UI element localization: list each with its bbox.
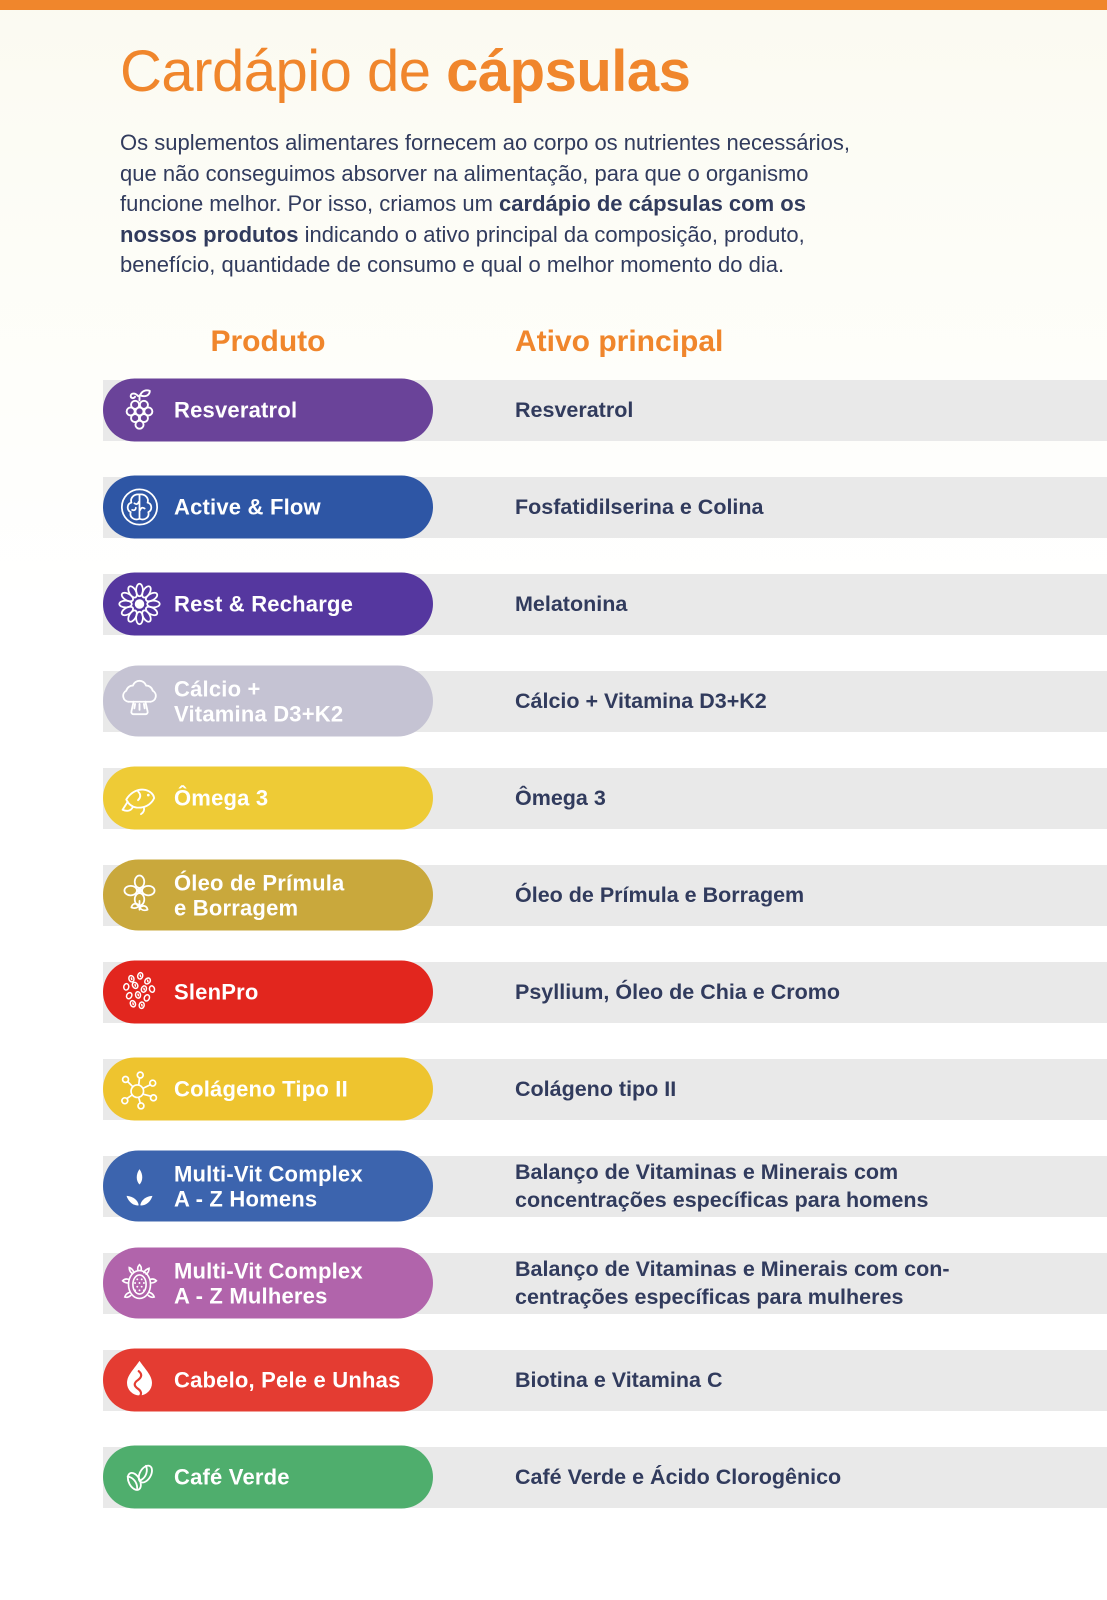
- active-ingredient: Fosfatidilserina e Colina: [515, 495, 764, 519]
- table-header: [103, 325, 1107, 359]
- product-pill: [103, 573, 433, 636]
- product-name: Rest & Recharge: [174, 591, 354, 617]
- product-name: Colágeno Tipo II: [174, 1076, 348, 1102]
- table-row: [0, 362, 1107, 459]
- dragon-fruit-icon: [116, 1260, 163, 1307]
- table-row: [0, 1429, 1107, 1526]
- active-ingredient: Resveratrol: [515, 398, 634, 422]
- daisy-flower-icon: [116, 581, 163, 628]
- table-row: [0, 847, 1107, 944]
- active-ingredient: Psyllium, Óleo de Chia e Cromo: [515, 980, 840, 1004]
- product-name: Active & Flow: [174, 494, 321, 520]
- product-name: Café Verde: [174, 1464, 290, 1490]
- table-row: [0, 1332, 1107, 1429]
- hair-drop-icon: [116, 1357, 163, 1404]
- brain-icon: [116, 484, 163, 531]
- product-name: Cabelo, Pele e Unhas: [174, 1367, 401, 1393]
- product-pill: [103, 767, 433, 830]
- active-ingredient: Óleo de Prímula e Borragem: [515, 883, 805, 907]
- product-pill: [103, 1058, 433, 1121]
- column-header-produto: Produto: [210, 324, 326, 358]
- product-name: Multi-Vit Complex A - Z Mulheres: [174, 1258, 363, 1308]
- page-title: Cardápio de cápsulas: [120, 39, 691, 104]
- table-row: [0, 459, 1107, 556]
- product-pill: [103, 860, 433, 931]
- product-name: Ômega 3: [174, 785, 269, 811]
- product-pill: [103, 1446, 433, 1509]
- top-accent-bar: [0, 0, 1107, 10]
- active-ingredient: Ômega 3: [515, 786, 606, 810]
- table-row: [0, 1041, 1107, 1138]
- broccoli-icon: [116, 678, 163, 725]
- coffee-beans-icon: [116, 1454, 163, 1501]
- product-pill: [103, 1151, 433, 1222]
- primrose-flower-icon: [116, 872, 163, 919]
- grapes-icon: [116, 387, 163, 434]
- three-seeds-icon: [116, 1163, 163, 1210]
- table-row: [0, 1235, 1107, 1332]
- active-ingredient: Cálcio + Vitamina D3+K2: [515, 689, 767, 713]
- intro-paragraph: Os suplementos alimentares fornecem ao corpo os nutrientes necessários, que não conseguimos absorver na alimentação, para que o organismo funcione melhor. Por isso, criamos um cardápio de cápsulas com os nossos produtos indicando o ativo principal da composição, produto, benefício, quantidade de consumo e qual o melhor momento do dia.: [120, 130, 851, 277]
- product-name: SlenPro: [174, 979, 259, 1005]
- table-row: [0, 944, 1107, 1041]
- fish-icon: [116, 775, 163, 822]
- product-pill: [103, 476, 433, 539]
- active-ingredient: Café Verde e Ácido Clorogênico: [515, 1465, 842, 1489]
- product-table: [0, 362, 1107, 1526]
- table-row: [0, 1138, 1107, 1235]
- active-ingredient: Melatonina: [515, 592, 628, 616]
- active-ingredient: Biotina e Vitamina C: [515, 1368, 723, 1392]
- product-pill: [103, 379, 433, 442]
- product-pill: [103, 666, 433, 737]
- product-name: Cálcio + Vitamina D3+K2: [174, 676, 344, 726]
- product-name: Óleo de Prímula e Borragem: [174, 870, 345, 920]
- product-name: Multi-Vit Complex A - Z Homens: [174, 1161, 363, 1211]
- column-header-ativo-principal: Ativo principal: [515, 324, 724, 358]
- seeds-icon: [116, 969, 163, 1016]
- active-ingredient: Balanço de Vitaminas e Minerais com concentrações específicas para homens: [515, 1160, 929, 1212]
- table-row: [0, 556, 1107, 653]
- molecule-icon: [116, 1066, 163, 1113]
- table-row: [0, 653, 1107, 750]
- product-pill: [103, 1349, 433, 1412]
- active-ingredient: Balanço de Vitaminas e Minerais com con- centrações específicas para mulheres: [515, 1257, 950, 1309]
- product-pill: [103, 961, 433, 1024]
- table-row: [0, 750, 1107, 847]
- product-pill: [103, 1248, 433, 1319]
- product-name: Resveratrol: [174, 397, 298, 423]
- active-ingredient: Colágeno tipo II: [515, 1077, 677, 1101]
